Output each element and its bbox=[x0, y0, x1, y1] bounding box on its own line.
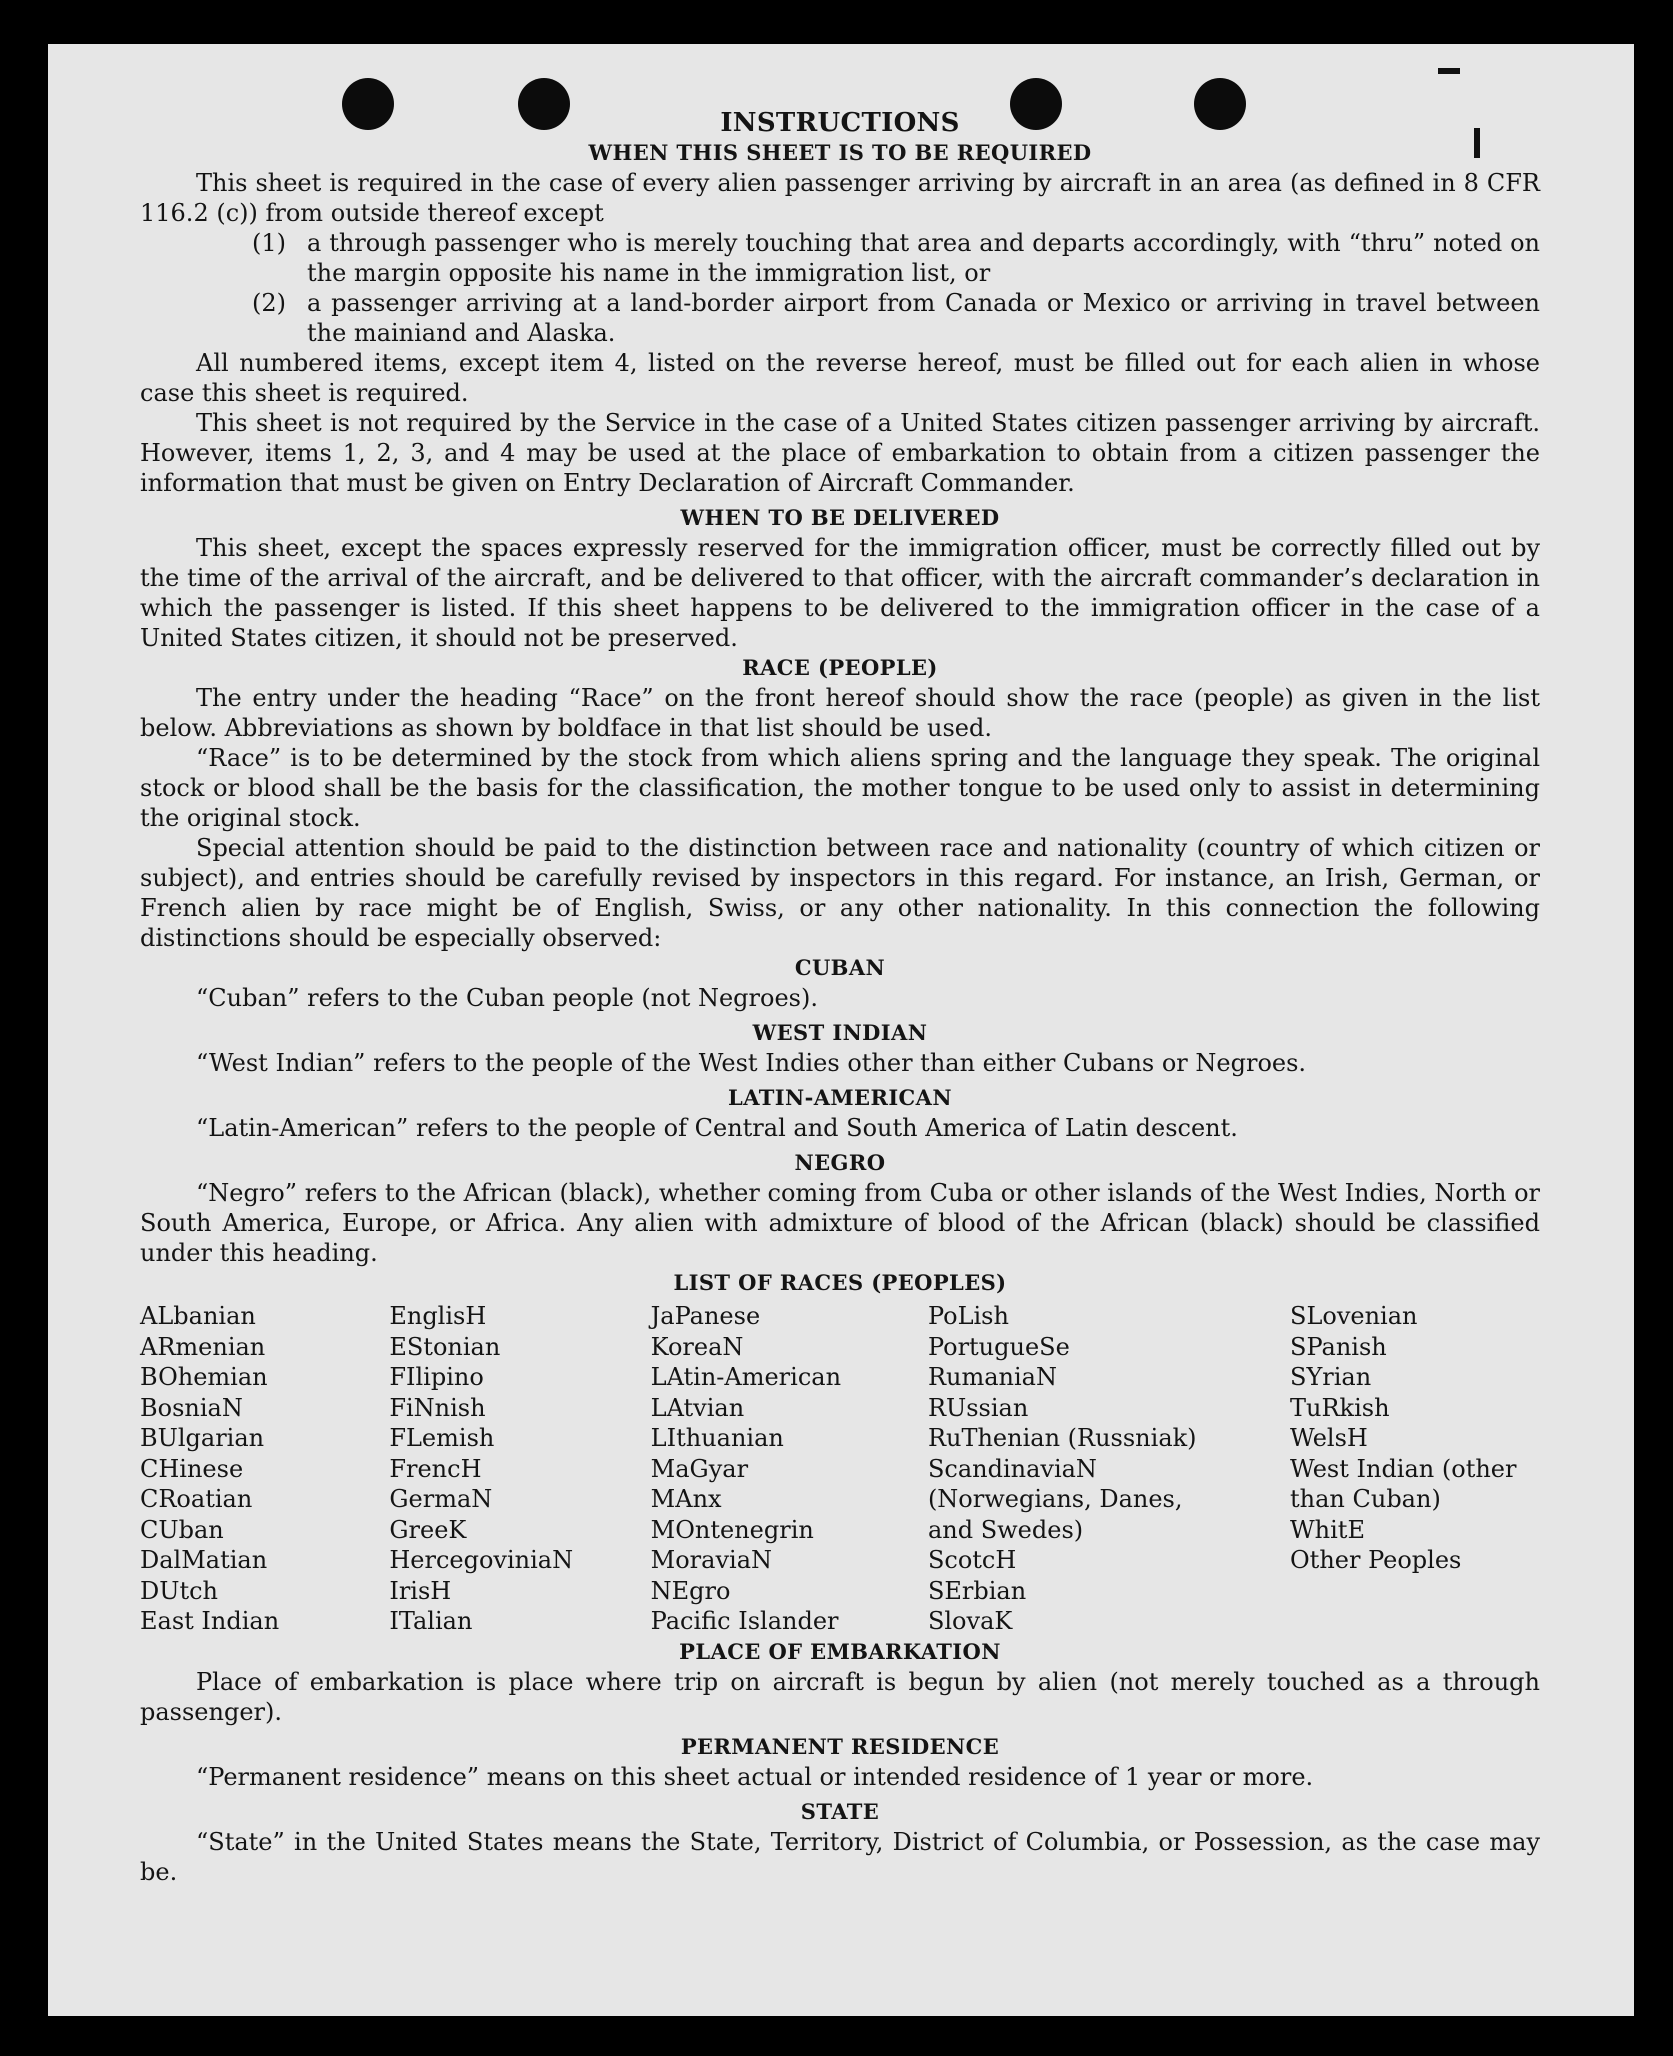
paragraph: Place of embarkation is place where trip on aircraft is begun by alien (not merely touched as a through passenger). bbox=[140, 1667, 1540, 1726]
race-item: PortugueSe bbox=[927, 1332, 1070, 1361]
race-item: MOntenegrin bbox=[650, 1515, 814, 1544]
punch-hole bbox=[1194, 78, 1246, 130]
punch-hole bbox=[518, 78, 570, 130]
race-item: LAtin-American bbox=[650, 1363, 842, 1391]
section-heading: PERMANENT RESIDENCE bbox=[680, 1733, 1000, 1759]
race-item: DalMatian bbox=[140, 1546, 268, 1574]
race-item: JaPanese bbox=[650, 1302, 761, 1330]
numbered-item bbox=[140, 288, 1540, 348]
race-item: ScandinaviaN (Norwegians, Danes, and Swedes) bbox=[927, 1454, 1183, 1544]
race-item: IrisH bbox=[389, 1576, 452, 1605]
race-item: HercegoviniaN bbox=[389, 1546, 574, 1574]
race-item: CRoatian bbox=[140, 1485, 253, 1513]
section-heading: WEST INDIAN bbox=[752, 1020, 928, 1045]
race-item: BosniaN bbox=[140, 1393, 243, 1422]
paragraph: “West Indian” refers to the people of the West Indies other than either Cubans or Negroes. bbox=[196, 1049, 1307, 1077]
race-list bbox=[140, 1301, 1540, 1637]
race-item: MAnx bbox=[650, 1485, 722, 1513]
race-column bbox=[1290, 1301, 1540, 1637]
section-heading: LATIN-AMERICAN bbox=[728, 1085, 952, 1110]
race-column bbox=[389, 1301, 650, 1637]
section-heading: STATE bbox=[800, 1798, 880, 1824]
paragraph: “Permanent residence” means on this sheet actual or intended residence of 1 year or more. bbox=[196, 1762, 1314, 1791]
race-item: Pacific Islander bbox=[650, 1607, 839, 1635]
race-item: KoreaN bbox=[650, 1332, 744, 1361]
race-item: ALbanian bbox=[140, 1302, 256, 1330]
punch-hole bbox=[342, 78, 394, 130]
race-item: FrencH bbox=[389, 1454, 482, 1483]
punch-hole bbox=[1010, 78, 1062, 130]
race-item: ARmenian bbox=[140, 1332, 266, 1361]
section-heading: WHEN THIS SHEET IS TO BE REQUIRED bbox=[588, 140, 1092, 165]
paragraph: “Latin-American” refers to the people of Central and South America of Latin descent. bbox=[196, 1114, 1238, 1142]
race-item: SErbian bbox=[927, 1576, 1027, 1605]
race-item: West Indian (other than Cuban) bbox=[1290, 1454, 1517, 1513]
item-number: (2) bbox=[252, 289, 286, 317]
paragraph: All numbered items, except item 4, listed on the reverse hereof, must be filled out for each alien in whose case this sheet is required. bbox=[140, 349, 1540, 407]
race-item: SLovenian bbox=[1290, 1302, 1418, 1330]
scan-mark bbox=[1474, 128, 1480, 158]
section-heading: RACE (PEOPLE) bbox=[742, 655, 938, 680]
section-heading: LIST OF RACES (PEOPLES) bbox=[673, 1270, 1007, 1295]
race-column bbox=[651, 1301, 928, 1637]
page-title: INSTRUCTIONS bbox=[720, 108, 960, 138]
race-item: BOhemian bbox=[140, 1363, 268, 1391]
race-item: RumaniaN bbox=[927, 1363, 1057, 1391]
race-item: FLemish bbox=[389, 1424, 495, 1452]
item-number: (1) bbox=[252, 229, 286, 257]
race-item: Other Peoples bbox=[1290, 1546, 1462, 1574]
race-item: WelsH bbox=[1290, 1424, 1368, 1452]
race-item: RuThenian (Russniak) bbox=[927, 1424, 1197, 1452]
race-item: East Indian bbox=[140, 1607, 280, 1635]
race-item: SPanish bbox=[1290, 1332, 1387, 1361]
race-item: ITalian bbox=[389, 1607, 473, 1635]
section-heading: PLACE OF EMBARKATION bbox=[679, 1638, 1001, 1664]
race-item: MaGyar bbox=[650, 1454, 749, 1483]
race-item: SlovaK bbox=[927, 1607, 1013, 1635]
instruction-sheet bbox=[48, 44, 1634, 2016]
race-column bbox=[928, 1301, 1290, 1637]
race-item: CHinese bbox=[140, 1454, 244, 1483]
scan-mark bbox=[1438, 68, 1460, 74]
paragraph: The entry under the heading “Race” on the front hereof should show the race (people) as given in the list below. Abbreviations as shown by boldface in that list should be used. bbox=[140, 684, 1540, 742]
race-item: ScotcH bbox=[927, 1546, 1017, 1574]
race-item: RUssian bbox=[927, 1393, 1029, 1422]
race-item: EStonian bbox=[389, 1332, 501, 1361]
numbered-item bbox=[140, 228, 1540, 288]
paragraph: This sheet is required in the case of every alien passenger arriving by aircraft in an area (as defined in 8 CFR 116.2 (c)) from outside thereof except bbox=[140, 169, 1540, 227]
paragraph: “Race” is to be determined by the stock from which aliens spring and the language they speak. The original stock or blood shall be the basis for the classification, the mother tongue to be used only to assist in determining the original stock. bbox=[140, 744, 1540, 832]
race-item: LIthuanian bbox=[650, 1424, 784, 1452]
race-item: EnglisH bbox=[389, 1302, 487, 1330]
race-item: PoLish bbox=[927, 1302, 1009, 1330]
paragraph: “State” in the United States means the State, Territory, District of Columbia, or Possession, as the case may be. bbox=[140, 1827, 1540, 1886]
paragraph: Special attention should be paid to the distinction between race and nationality (country of which citizen or subject), and entries should be carefully revised by inspectors in this regard. For instance, an Irish, German, or French alien by race might be of English, Swiss, or any other nationality. In this connection the following distinctions should be especially observed: bbox=[140, 834, 1540, 952]
section-heading: NEGRO bbox=[794, 1150, 886, 1175]
race-column bbox=[140, 1301, 389, 1637]
race-item: MoraviaN bbox=[650, 1546, 773, 1574]
item-text: a passenger arriving at a land-border airport from Canada or Mexico or arriving in travel between the mainiand and Alaska. bbox=[307, 289, 1540, 347]
race-item: NEgro bbox=[650, 1576, 731, 1605]
race-item: CUban bbox=[140, 1515, 224, 1544]
race-item: GreeK bbox=[389, 1515, 467, 1544]
race-item: SYrian bbox=[1290, 1363, 1372, 1391]
race-item: GermaN bbox=[389, 1485, 493, 1513]
race-item: FiNnish bbox=[389, 1393, 486, 1422]
paragraph: This sheet is not required by the Service in the case of a United States citizen passenger arriving by aircraft. However, items 1, 2, 3, and 4 may be used at the place of embarkation to obtain from a citizen passenger the information that must be given on Entry Declaration of Aircraft Commander. bbox=[140, 409, 1540, 497]
race-item: BUlgarian bbox=[140, 1424, 265, 1452]
race-item: LAtvian bbox=[650, 1393, 745, 1422]
paragraph: This sheet, except the spaces expressly reserved for the immigration officer, must be correctly filled out by the time of the arrival of the aircraft, and be delivered to that officer, with the aircraft commander’s declaration in which the passenger is listed. If this sheet happens to be delivered to the immigration officer in the case of a United States citizen, it should not be preserved. bbox=[140, 534, 1540, 652]
race-item: WhitE bbox=[1290, 1515, 1365, 1544]
race-item: DUtch bbox=[140, 1576, 219, 1605]
section-heading: CUBAN bbox=[794, 955, 886, 980]
race-item: TuRkish bbox=[1290, 1393, 1390, 1422]
race-item: FIlipino bbox=[389, 1363, 484, 1391]
item-text: a through passenger who is merely touching that area and departs accordingly, with “thru” noted on the margin opposite his name in the immigration list, or bbox=[307, 229, 1540, 287]
section-heading: WHEN TO BE DELIVERED bbox=[680, 505, 1000, 530]
paragraph: “Negro” refers to the African (black), whether coming from Cuba or other islands of the West Indies, North or South America, Europe, or Africa. Any alien with admixture of blood of the African (black) should be classified under this heading. bbox=[140, 1179, 1540, 1267]
paragraph: “Cuban” refers to the Cuban people (not Negroes). bbox=[196, 984, 818, 1012]
